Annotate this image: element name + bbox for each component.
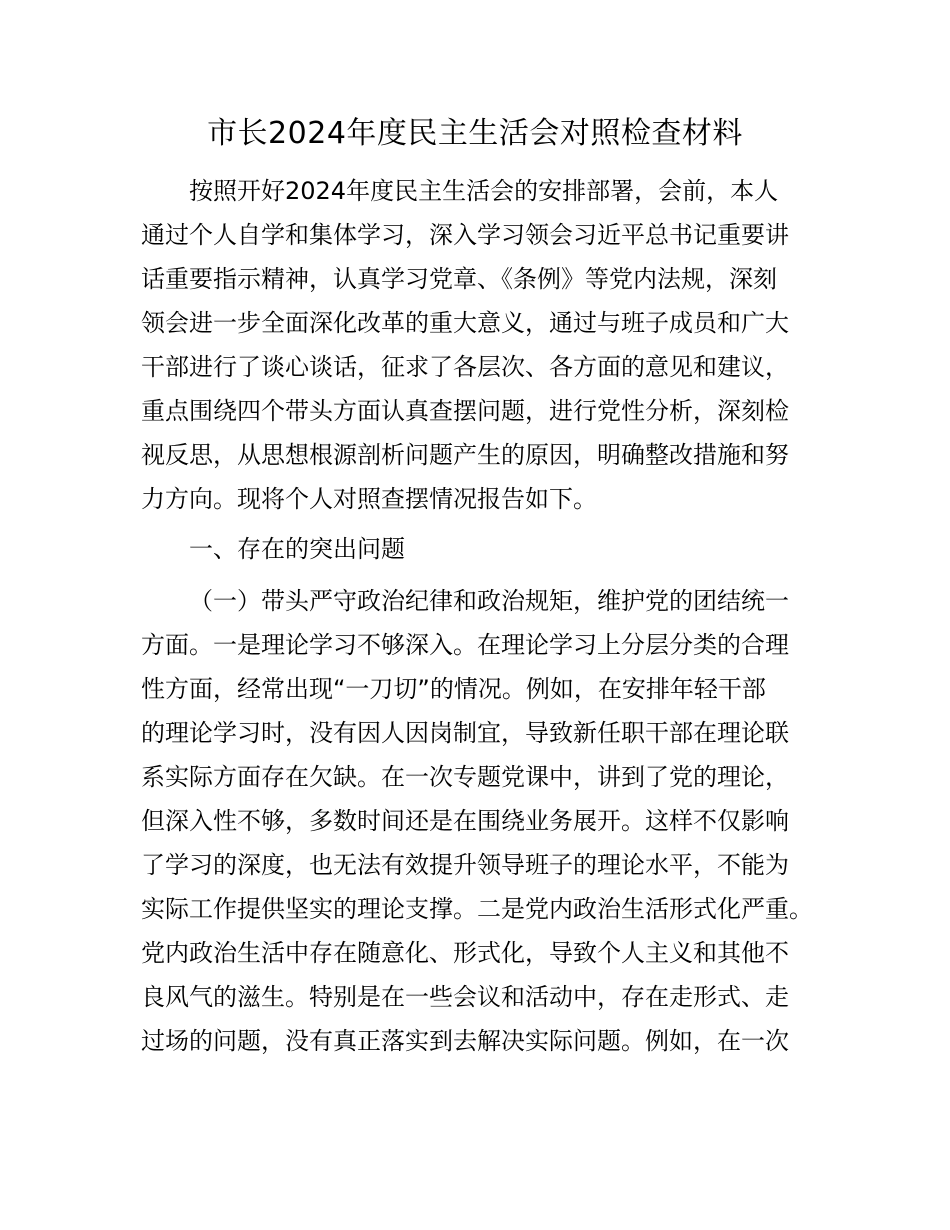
paragraph-line: 但深入性不够，多数时间还是在围绕业务展开。这样不仅影响 <box>141 807 789 835</box>
paragraph-line: 良风气的滋生。特别是在一些会议和活动中，存在走形式、走 <box>141 983 789 1011</box>
paragraph-line: 了学习的深度，也无法有效提升领导班子的理论水平，不能为 <box>141 851 789 879</box>
section-heading: 一、存在的突出问题 <box>189 535 405 563</box>
paragraph-line: 视反思，从思想根源剖析问题产生的原因，明确整改措施和努 <box>141 441 789 469</box>
paragraph-line: 重点围绕四个带头方面认真查摆问题，进行党性分析，深刻检 <box>141 397 789 425</box>
paragraph-line: 性方面，经常出现“一刀切”的情况。例如，在安排年轻干部 <box>141 675 766 703</box>
document-title: 市长2024年度民主生活会对照检查材料 <box>207 116 743 151</box>
paragraph-line: 过场的问题，没有真正落实到去解决实际问题。例如，在一次 <box>141 1027 789 1055</box>
paragraph-line: 实际工作提供坚实的理论支撑。二是党内政治生活形式化严重。 <box>141 895 813 923</box>
paragraph-line: 的理论学习时，没有因人因岗制宜，导致新任职干部在理论联 <box>141 719 789 747</box>
paragraph-line: 领会进一步全面深化改革的重大意义，通过与班子成员和广大 <box>141 309 789 337</box>
paragraph-line: 方面。一是理论学习不够深入。在理论学习上分层分类的合理 <box>141 631 789 659</box>
paragraph-line: （一）带头严守政治纪律和政治规矩，维护党的团结统一 <box>189 587 789 615</box>
paragraph-line: 按照开好2024年度民主生活会的安排部署，会前，本人 <box>189 177 779 205</box>
paragraph-line: 系实际方面存在欠缺。在一次专题党课中，讲到了党的理论， <box>141 763 789 791</box>
paragraph-line: 通过个人自学和集体学习，深入学习领会习近平总书记重要讲 <box>141 221 789 249</box>
paragraph-line: 话重要指示精神，认真学习党章、《条例》等党内法规，深刻 <box>141 265 777 293</box>
paragraph-line: 党内政治生活中存在随意化、形式化，导致个人主义和其他不 <box>141 939 789 967</box>
paragraph-line: 干部进行了谈心谈话，征求了各层次、各方面的意见和建议， <box>141 353 789 381</box>
paragraph-line: 力方向。现将个人对照查摆情况报告如下。 <box>141 485 597 513</box>
